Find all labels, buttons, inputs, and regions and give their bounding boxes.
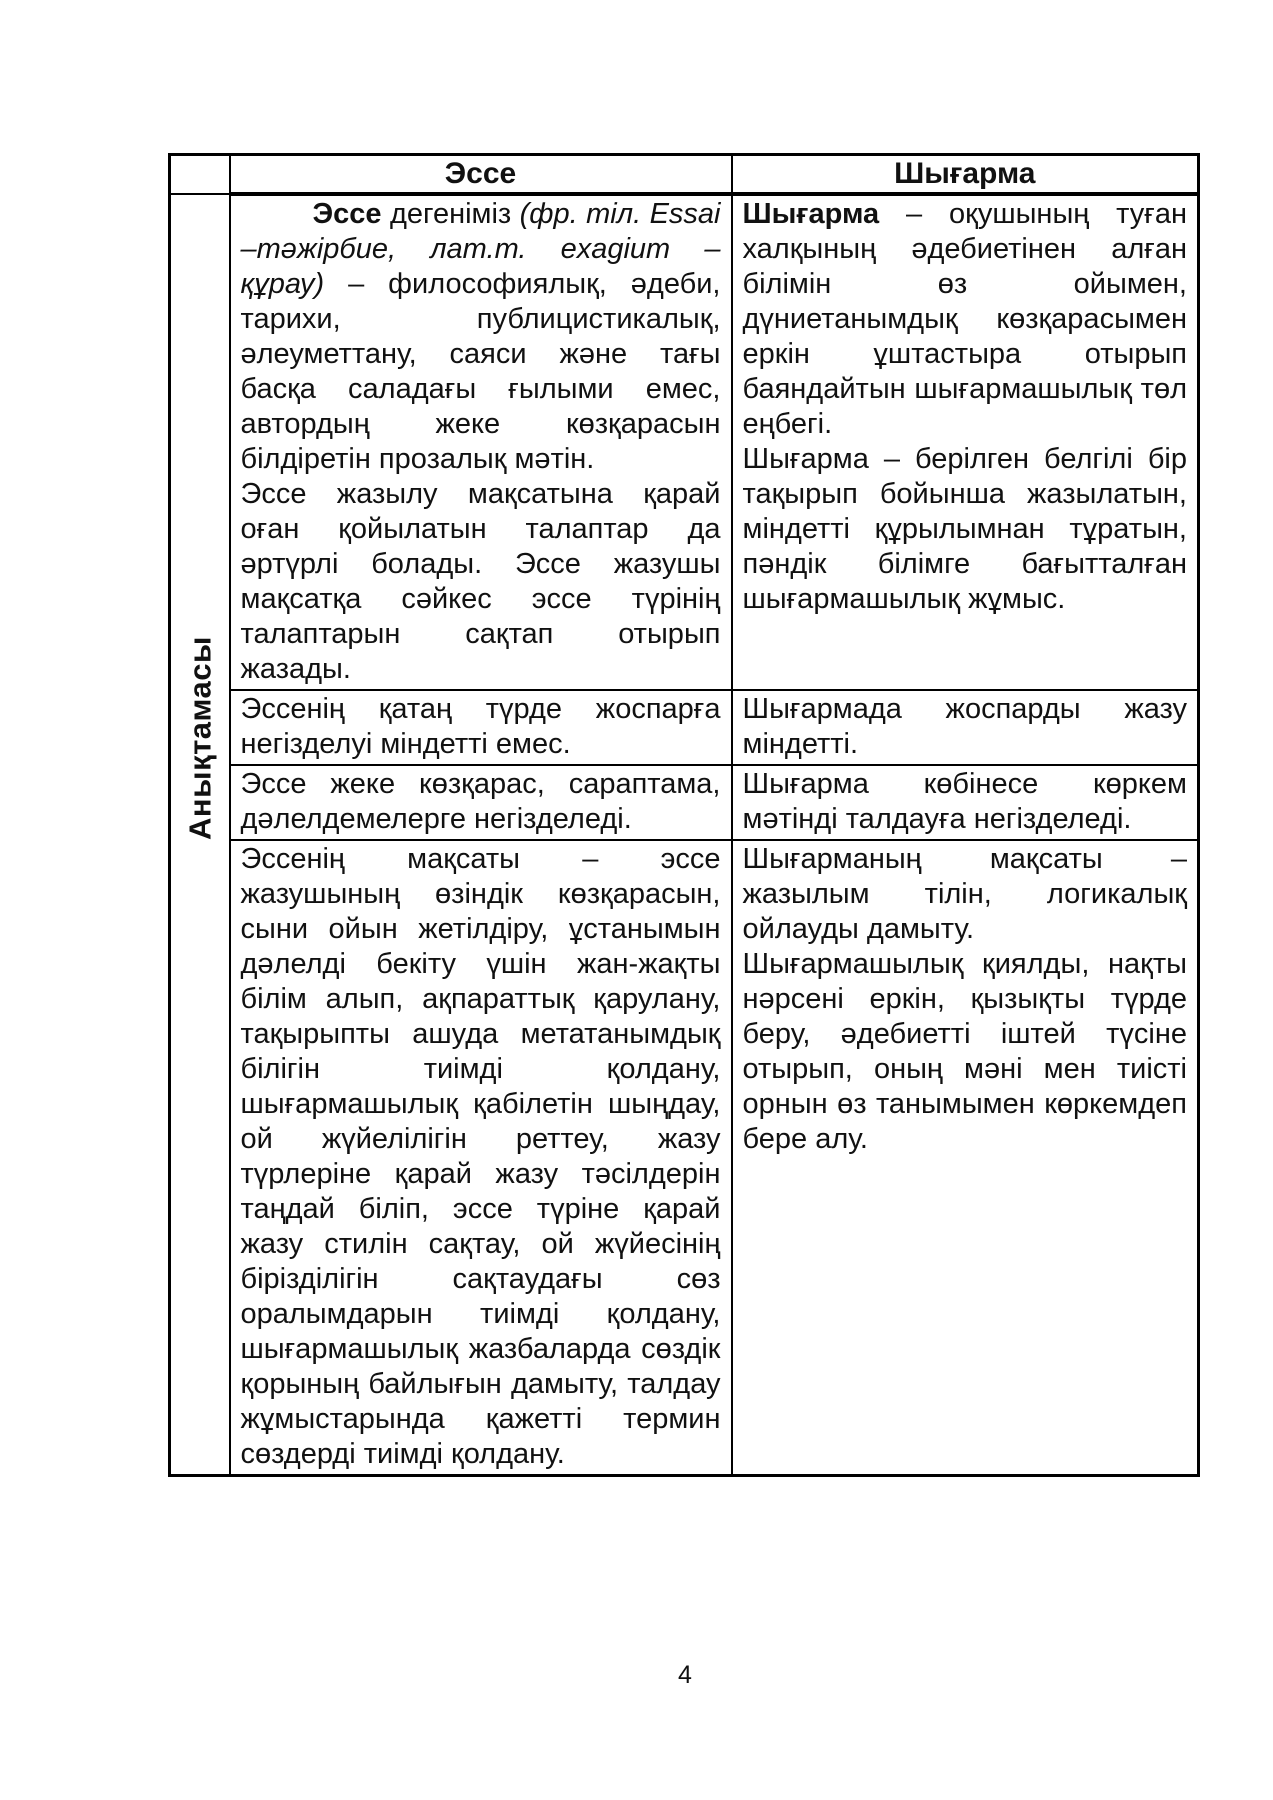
table-row (170, 194, 1199, 690)
cell-composition-definition: Шығарма – оқушының туған халқының әдебиетінен алған білімін өз ойымен, дүниетанымдық көзқарасымен еркін ұштастыра отырып баяндайтын шығармашылық төл еңбегі. Шығарма – берілген белгілі бір тақырып бойынша жазылатын, міндетті құрылымнан тұратын, пәндік білімге бағытталған шығармашылық жұмыс. (732, 194, 1199, 690)
vertical-label: Анықтамасы (182, 636, 218, 841)
definition-table (168, 153, 1200, 1477)
page-number: 4 (678, 1661, 692, 1689)
cell-composition-plan: Шығармада жоспарды жазу міндетті. (732, 690, 1199, 765)
cell-essay-plan: Эссенің қатаң түрде жоспарға негізделуі міндетті емес. (230, 690, 732, 765)
cell-essay-basis: Эссе жеке көзқарас, сараптама, дәлелдемелерге негізделеді. (230, 765, 732, 840)
table-row (170, 765, 1199, 840)
header-essay: Эссе (230, 155, 732, 194)
cell-composition-goal: Шығарманың мақсаты – жазылым тілін, логикалық ойлауды дамыту. Шығармашылық қиялды, нақты нәрсені еркін, қызықты түрде беру, әдебиетті іштей түсіне отырып, оның мәні мен тиісті орнын өз танымымен көркемдеп бере алу. (732, 840, 1199, 1476)
header-composition: Шығарма (732, 155, 1199, 194)
cell-essay-definition: Эссе дегеніміз (фр. тіл. Essai –тәжірбие, лат.т. exagium – құрау) – философиялық, әдеби, тарихи, публицистикалық, әлеуметтану, саяси және тағы басқа саладағы ғылыми емес, автордың жеке көзқарасын білдіретін прозалық мәтін. Эссе жазылу мақсатына қарай оған қойылатын талаптар да әртүрлі болады. Эссе жазушы мақсатқа сәйкес эссе түрінің талаптарын сақтап отырып жазады. (230, 194, 732, 690)
vertical-label-cell (170, 194, 230, 1476)
table-row (170, 690, 1199, 765)
cell-composition-basis: Шығарма көбінесе көркем мәтінді талдауға негізделеді. (732, 765, 1199, 840)
header-empty-cell (170, 155, 230, 194)
table-row (170, 840, 1199, 1476)
cell-essay-goal: Эссенің мақсаты – эссе жазушының өзіндік көзқарасын, сыни ойын жетілдіру, ұстанымын дәлелді бекіту үшін жан-жақты білім алып, ақпараттық қарулану, тақырыпты ашуда метатанымдық білігін тиімді қолдану, шығармашылық қабілетін шыңдау, ой жүйелілігін реттеу, жазу түрлеріне қарай жазу тәсілдерін таңдай біліп, эссе түріне қарай жазу стилін сақтау, ой жүйесінің бірізділігін сақтаудағы сөз оралымдарын тиімді қолдану, шығармашылық жазбаларда сөздік қорының байлығын дамыту, талдау жұмыстарында қажетті термин сөздерді тиімді қолдану. (230, 840, 732, 1476)
table-header-row (170, 155, 1199, 194)
